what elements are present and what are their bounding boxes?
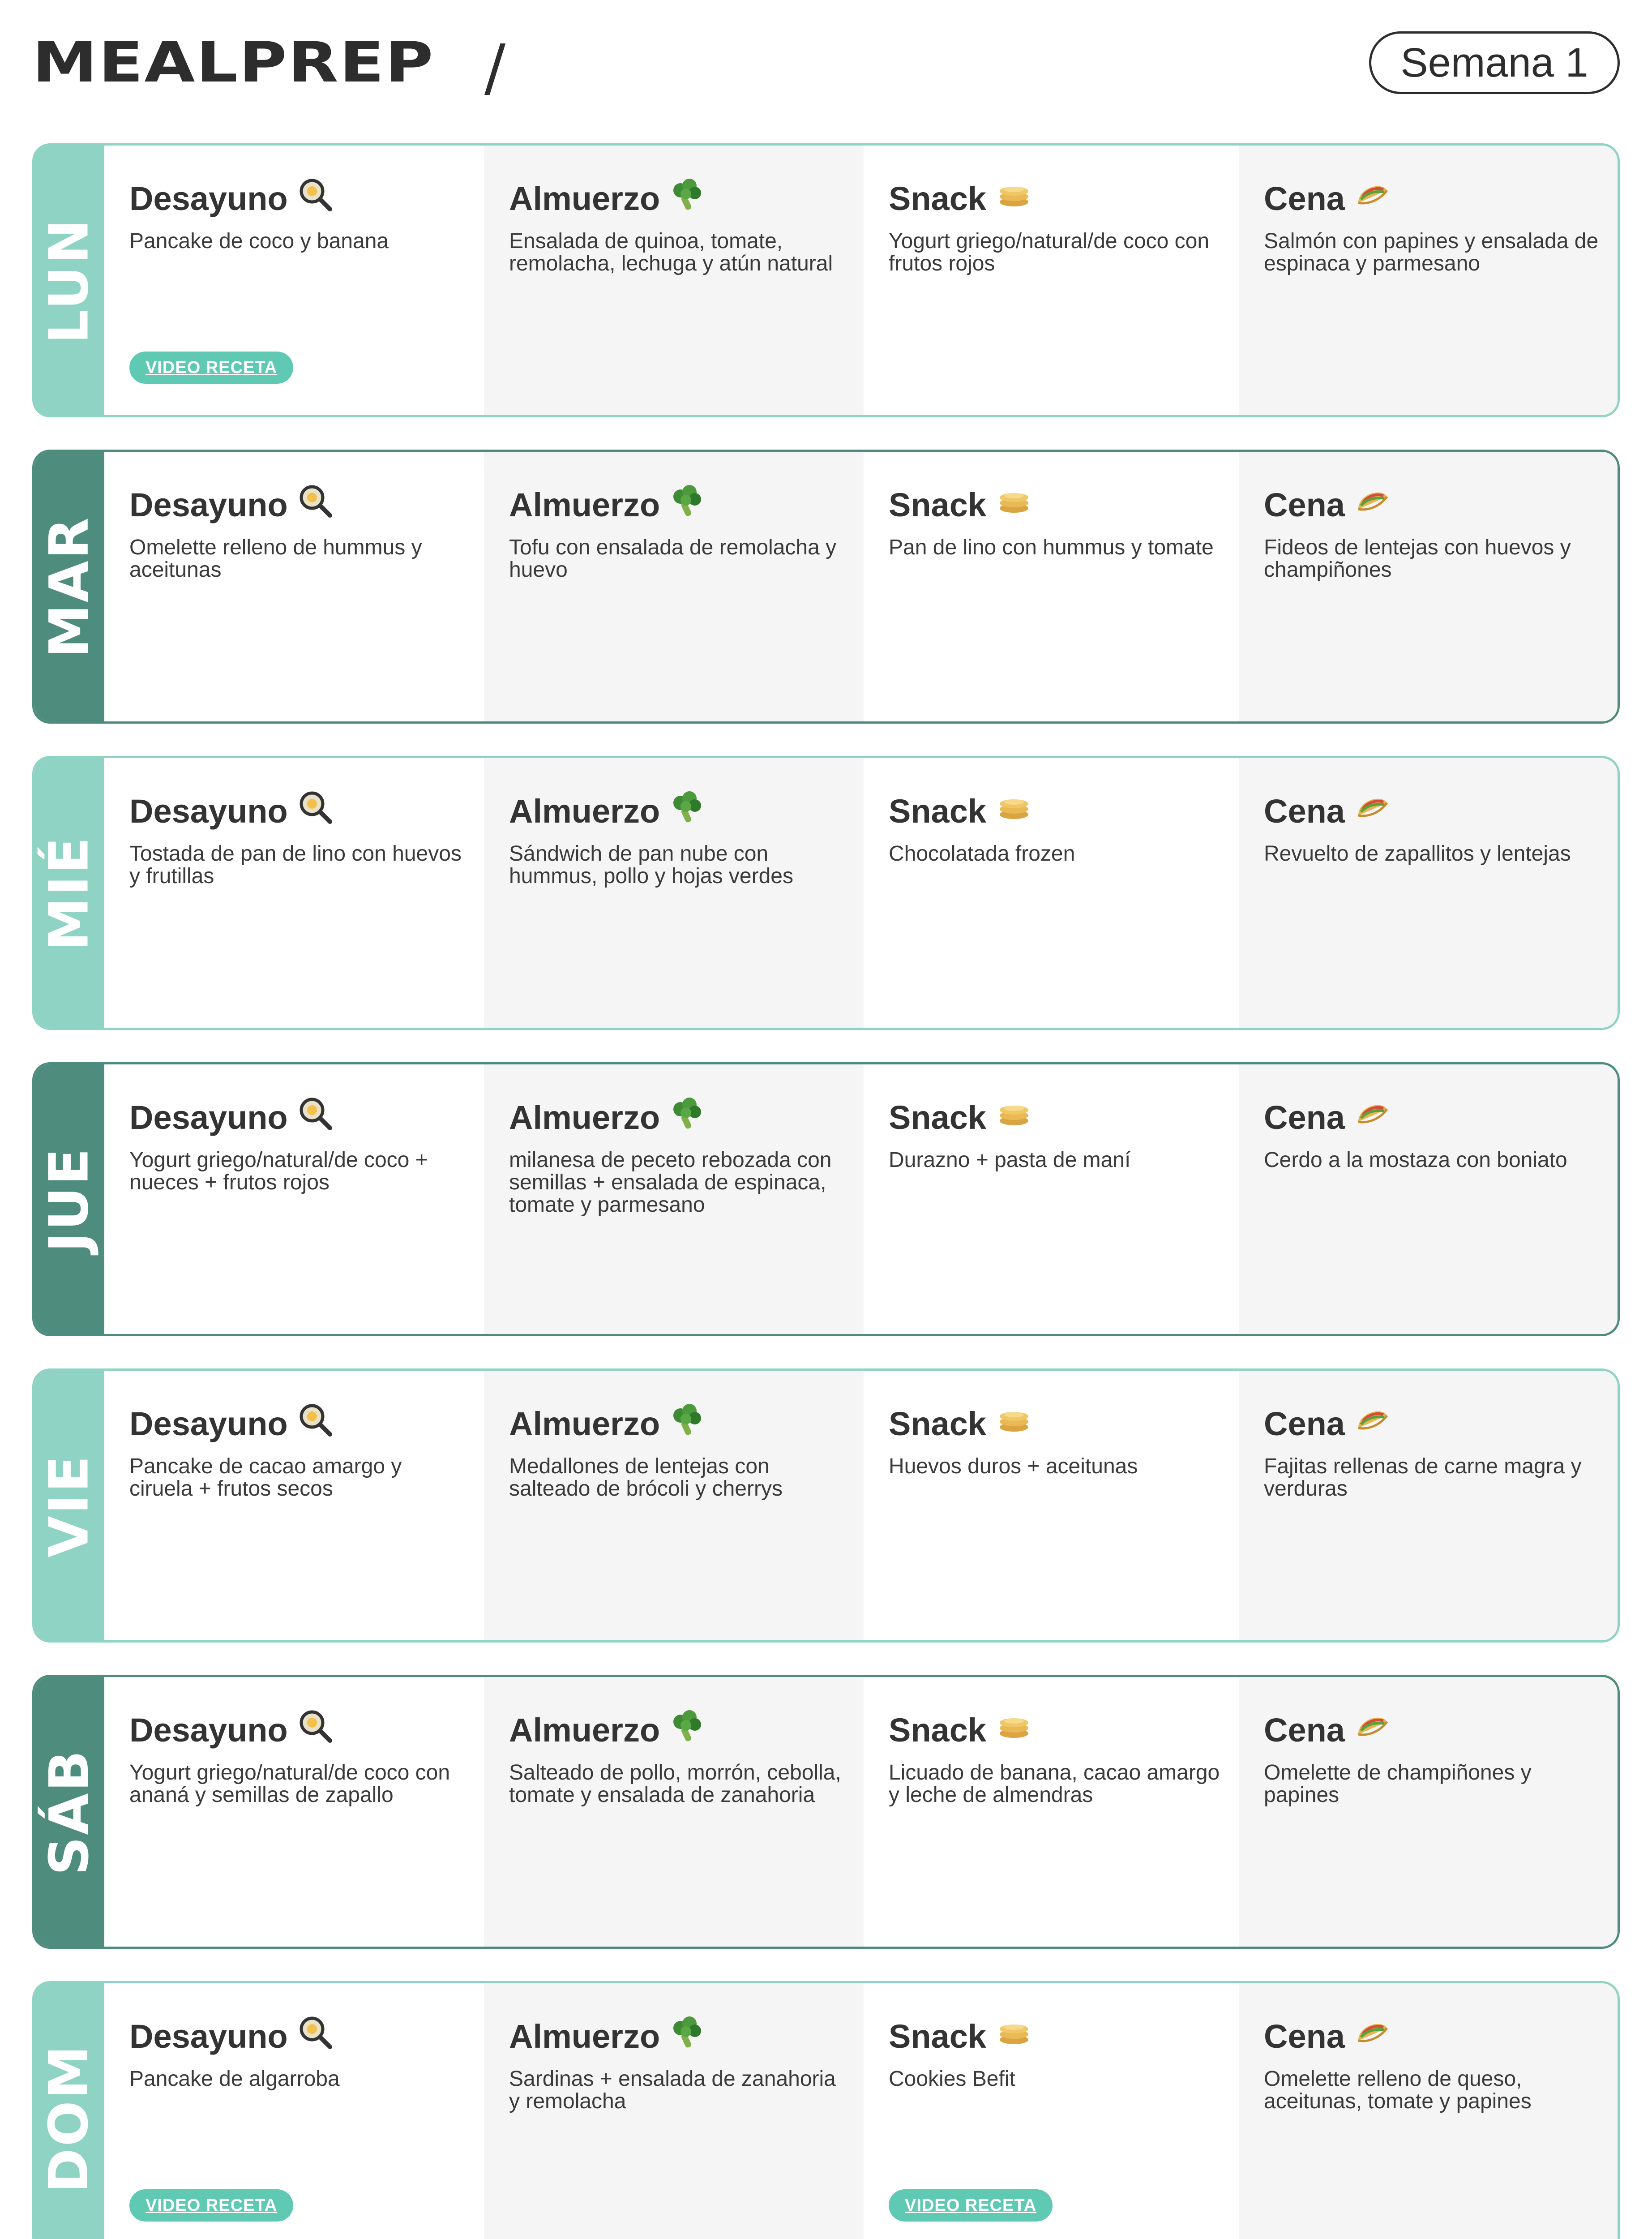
meal-description: Salmón con papines y ensalada de espinaca y parmesano — [1264, 229, 1599, 275]
meal-title-text: Cena — [1264, 2018, 1345, 2055]
meal-description: Omelette relleno de hummus y aceitunas — [129, 536, 422, 582]
meal-description: milanesa de peceto rebozada con semillas + ensalada de espinaca, tomate y parmesano — [509, 1148, 832, 1217]
meal-title — [1264, 1096, 1600, 1139]
meal-title — [889, 2015, 1221, 2058]
meal-cell-desayuno — [104, 758, 484, 1028]
broccoli-icon — [670, 789, 706, 833]
meal-cell-snack — [864, 1677, 1239, 1947]
meal-title — [129, 1708, 466, 1752]
meal-description: Fideos de lentejas con huevos y champiñones — [1264, 536, 1571, 582]
magnifier-pan-icon — [298, 1096, 334, 1139]
meal-title — [509, 2015, 846, 2058]
day-tab — [34, 146, 104, 415]
day-tab — [34, 1371, 104, 1640]
day-label: MIÉ — [38, 835, 101, 951]
broccoli-icon — [670, 1708, 706, 1752]
meal-description: Chocolatada frozen — [889, 842, 1075, 866]
meal-description: Sardinas + ensalada de zanahoria y remolacha — [509, 2067, 836, 2113]
meal-cell-desayuno — [104, 1064, 484, 1334]
meal-title-text: Snack — [889, 486, 987, 523]
pancakes-icon — [996, 1096, 1032, 1139]
pancakes-icon — [996, 177, 1032, 220]
meal-title — [889, 177, 1221, 220]
day-tab — [34, 1983, 104, 2239]
meal-cell-cena — [1239, 452, 1618, 721]
broccoli-icon — [670, 177, 706, 220]
meal-title — [1264, 177, 1600, 220]
meal-cell-snack — [864, 1371, 1239, 1640]
meal-title-text: Desayuno — [129, 486, 288, 523]
meal-description: Huevos duros + aceitunas — [889, 1454, 1138, 1478]
taco-icon — [1355, 1402, 1391, 1445]
meal-cell-almuerzo — [484, 1983, 864, 2239]
brand-title: MEALPREP — [32, 30, 435, 95]
meal-description: Licuado de banana, cacao amargo y leche de almendras — [889, 1761, 1220, 1807]
meal-title — [129, 2015, 466, 2058]
meal-description: Sándwich de pan nube con hummus, pollo y hojas verdes — [509, 842, 793, 888]
day-label: LUN — [38, 217, 101, 344]
day-tab — [34, 758, 104, 1028]
meal-title-text: Cena — [1264, 180, 1345, 217]
meal-cell-snack — [864, 146, 1239, 415]
meal-cell-cena — [1239, 1677, 1618, 1947]
meal-title-text: Almuerzo — [509, 180, 660, 217]
meal-description: Cerdo a la mostaza con boniato — [1264, 1148, 1567, 1172]
meal-title-text: Almuerzo — [509, 793, 660, 830]
meal-description: Fajitas rellenas de carne magra y verduras — [1264, 1454, 1582, 1501]
meal-title-text: Almuerzo — [509, 1405, 660, 1442]
meal-cell-almuerzo — [484, 146, 864, 415]
day-row-3 — [32, 1062, 1620, 1336]
meal-title-text: Desayuno — [129, 1405, 288, 1442]
pancakes-icon — [996, 1708, 1032, 1752]
meal-cell-almuerzo — [484, 1677, 864, 1947]
taco-icon — [1355, 1708, 1391, 1752]
week-plan — [32, 143, 1620, 2239]
day-row-1 — [32, 450, 1620, 724]
day-label: SÁB — [38, 1748, 101, 1875]
video-recipe-button[interactable]: VIDEO RECETA — [129, 352, 293, 384]
meal-title — [889, 483, 1221, 527]
meals-row — [104, 758, 1618, 1028]
broccoli-icon — [670, 483, 706, 527]
magnifier-pan-icon — [298, 1402, 334, 1445]
week-selector[interactable]: Semana 1 — [1369, 31, 1620, 94]
day-label: MAR — [38, 515, 101, 658]
meal-title-text: Almuerzo — [509, 1711, 660, 1749]
meal-title — [129, 1096, 466, 1139]
meal-title-text: Cena — [1264, 486, 1345, 523]
day-tab — [34, 452, 104, 721]
header — [32, 27, 1620, 104]
meal-title-text: Snack — [889, 793, 987, 830]
pancakes-icon — [996, 483, 1032, 527]
meal-cell-almuerzo — [484, 758, 864, 1028]
meals-row — [104, 452, 1618, 721]
meal-title — [509, 177, 846, 220]
video-recipe-button[interactable]: VIDEO RECETA — [889, 2189, 1053, 2222]
meal-description: Pancake de algarroba — [129, 2067, 340, 2091]
meal-title — [889, 1096, 1221, 1139]
meal-description: Pancake de cacao amargo y ciruela + frutos secos — [129, 1454, 402, 1501]
meal-description: Yogurt griego/natural/de coco con frutos rojos — [889, 229, 1210, 275]
meal-cell-desayuno — [104, 1677, 484, 1947]
day-row-0 — [32, 143, 1620, 417]
meal-title-text: Snack — [889, 1711, 987, 1749]
meal-title-text: Snack — [889, 180, 987, 217]
taco-icon — [1355, 177, 1391, 220]
meal-title-text: Desayuno — [129, 793, 288, 830]
meal-description: Yogurt griego/natural/de coco + nueces + frutos rojos — [129, 1148, 428, 1194]
meal-description: Ensalada de quinoa, tomate, remolacha, lechuga y atún natural — [509, 229, 833, 275]
meal-cell-cena — [1239, 758, 1618, 1028]
day-tab — [34, 1064, 104, 1334]
meal-cell-almuerzo — [484, 1371, 864, 1640]
meal-title — [509, 1096, 846, 1139]
meal-description: Yogurt griego/natural/de coco con ananá y semillas de zapallo — [129, 1761, 450, 1807]
meal-title — [1264, 483, 1600, 527]
meal-description: Durazno + pasta de maní — [889, 1148, 1131, 1172]
meal-cell-snack — [864, 1064, 1239, 1334]
meal-title — [129, 789, 466, 833]
meal-cell-cena — [1239, 1983, 1618, 2239]
meal-title — [1264, 1402, 1600, 1445]
meal-title-text: Snack — [889, 1099, 987, 1136]
taco-icon — [1355, 789, 1391, 833]
meal-cell-desayuno — [104, 146, 484, 415]
magnifier-pan-icon — [298, 483, 334, 527]
meal-title-text: Cena — [1264, 1405, 1345, 1442]
magnifier-pan-icon — [298, 1708, 334, 1752]
meal-cell-cena — [1239, 1064, 1618, 1334]
day-label: VIE — [38, 1454, 101, 1557]
meal-cell-snack — [864, 452, 1239, 721]
meal-description: Omelette de champiñones y papines — [1264, 1761, 1532, 1807]
title-slash: / — [484, 31, 506, 104]
day-row-5 — [32, 1675, 1620, 1949]
meal-description: Tofu con ensalada de remolacha y huevo — [509, 536, 837, 582]
meal-description: Tostada de pan de lino con huevos y frutillas — [129, 842, 462, 888]
magnifier-pan-icon — [298, 2015, 334, 2058]
magnifier-pan-icon — [298, 177, 334, 220]
meal-description: Pan de lino con hummus y tomate — [889, 536, 1214, 559]
meal-title — [1264, 789, 1600, 833]
meal-title-text: Almuerzo — [509, 486, 660, 523]
meal-title — [129, 1402, 466, 1445]
meal-cell-cena — [1239, 1371, 1618, 1640]
meal-title-text: Desayuno — [129, 1099, 288, 1136]
meal-title-text: Cena — [1264, 1099, 1345, 1136]
meal-description: Pancake de coco y banana — [129, 229, 389, 253]
meal-title — [509, 483, 846, 527]
meal-description: Medallones de lentejas con salteado de brócoli y cherrys — [509, 1454, 783, 1501]
meal-title-text: Snack — [889, 1405, 987, 1442]
video-recipe-button[interactable]: VIDEO RECETA — [129, 2189, 293, 2222]
meal-title-text: Desayuno — [129, 180, 288, 217]
day-row-2 — [32, 756, 1620, 1030]
meals-row — [104, 1677, 1618, 1947]
pancakes-icon — [996, 789, 1032, 833]
meal-title — [509, 1402, 846, 1445]
pancakes-icon — [996, 1402, 1032, 1445]
meals-row — [104, 1371, 1618, 1640]
meal-title-text: Desayuno — [129, 1711, 288, 1749]
meal-title — [129, 177, 466, 220]
meal-title-text: Almuerzo — [509, 1099, 660, 1136]
broccoli-icon — [670, 1402, 706, 1445]
meal-title — [889, 1402, 1221, 1445]
meal-cell-desayuno — [104, 452, 484, 721]
meal-title-text: Snack — [889, 2018, 987, 2055]
meal-title-text: Cena — [1264, 793, 1345, 830]
taco-icon — [1355, 1096, 1391, 1139]
meal-title — [1264, 1708, 1600, 1752]
day-label: JUE — [38, 1146, 101, 1252]
meal-cell-almuerzo — [484, 452, 864, 721]
day-row-4 — [32, 1368, 1620, 1643]
meal-cell-snack — [864, 758, 1239, 1028]
meal-title — [889, 1708, 1221, 1752]
pancakes-icon — [996, 2015, 1032, 2058]
taco-icon — [1355, 483, 1391, 527]
meal-cell-almuerzo — [484, 1064, 864, 1334]
meal-title — [129, 483, 466, 527]
meals-row — [104, 1064, 1618, 1334]
meal-title — [509, 789, 846, 833]
day-row-6 — [32, 1981, 1620, 2239]
meal-description: Salteado de pollo, morrón, cebolla, tomate y ensalada de zanahoria — [509, 1761, 841, 1807]
meal-title — [1264, 2015, 1600, 2058]
meal-title-text: Almuerzo — [509, 2018, 660, 2055]
day-tab — [34, 1677, 104, 1947]
meal-cell-snack — [864, 1983, 1239, 2239]
taco-icon — [1355, 2015, 1391, 2058]
meal-description: Cookies Befit — [889, 2067, 1015, 2091]
meal-title — [889, 789, 1221, 833]
day-label: DOM — [38, 2043, 101, 2193]
meal-title-text: Desayuno — [129, 2018, 288, 2055]
magnifier-pan-icon — [298, 789, 334, 833]
broccoli-icon — [670, 2015, 706, 2058]
meal-cell-desayuno — [104, 1371, 484, 1640]
meal-cell-desayuno — [104, 1983, 484, 2239]
meal-title — [509, 1708, 846, 1752]
meals-row — [104, 146, 1618, 415]
meal-description: Revuelto de zapallitos y lentejas — [1264, 842, 1571, 866]
meal-cell-cena — [1239, 146, 1618, 415]
meal-description: Omelette relleno de queso, aceitunas, tomate y papines — [1264, 2067, 1532, 2113]
broccoli-icon — [670, 1096, 706, 1139]
meal-title-text: Cena — [1264, 1711, 1345, 1749]
meals-row — [104, 1983, 1618, 2239]
